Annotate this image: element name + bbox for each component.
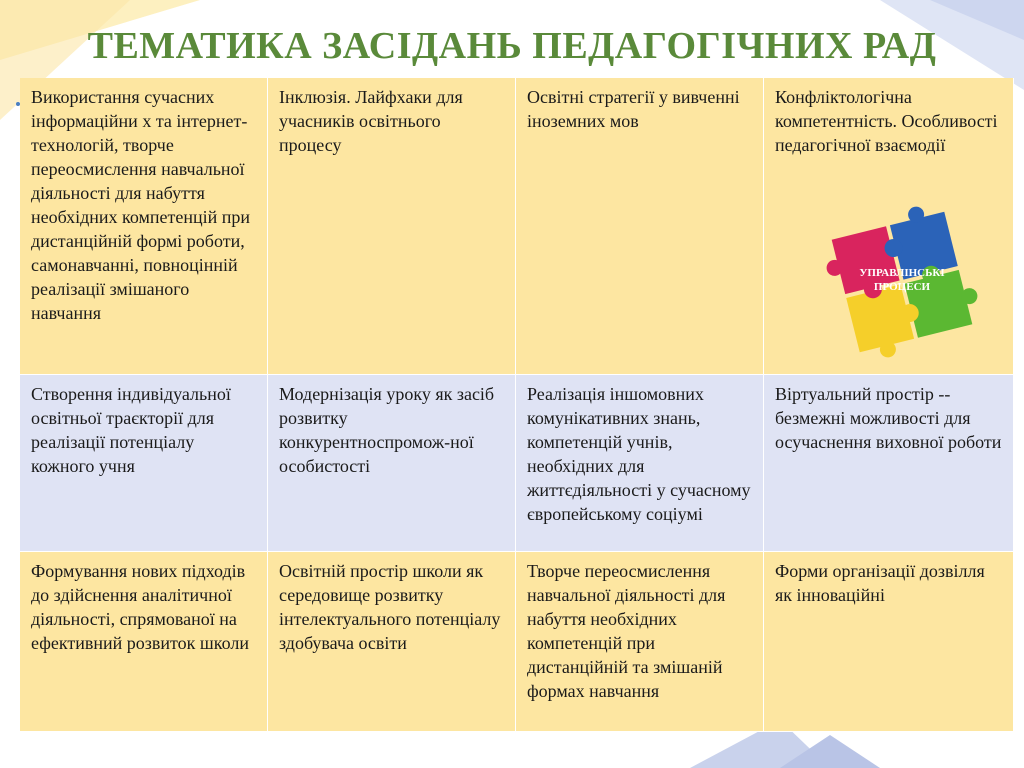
puzzle-label-line2: ПРОЦЕСИ	[873, 281, 931, 293]
puzzle-label-line1: УПРАВЛІНСЬКІ	[859, 267, 945, 279]
page-title: ТЕМАТИКА ЗАСІДАНЬ ПЕДАГОГІЧНИХ РАД	[87, 25, 937, 67]
cell-text: Форми організації дозвілля як інноваційні	[775, 561, 985, 605]
table-cell	[268, 375, 516, 552]
table-cell	[20, 375, 268, 552]
table-cell	[764, 78, 1014, 375]
table-cell	[268, 78, 516, 375]
cell-text: Використання сучасних інформаційни х та інтернет-технологій, творче переосмислення навчальної діяльності для набуття необхідних компетенцій при дистанційній формі роботи, самонавчанні, повноцінній реалізації змішаного навчання	[31, 87, 251, 323]
puzzle-image	[822, 202, 982, 362]
cell-text: Освітні стратегії у вивченні іноземних мов	[527, 87, 740, 131]
table-cell	[268, 552, 516, 732]
table-cell	[516, 552, 764, 732]
cell-text: Формування нових підходів до здійснення аналітичної діяльності, спрямованої на ефективний розвиток школи	[31, 561, 249, 653]
cell-text: Віртуальний простір -- безмежні можливості для осучаснення виховної роботи	[775, 384, 1002, 452]
table-cell	[516, 375, 764, 552]
cell-text: Освітній простір школи як середовище розвитку інтелектуального потенціалу здобувача освіти	[279, 561, 501, 653]
table-cell	[20, 552, 268, 732]
cell-text: Створення індивідуальної освітньої траєкторії для реалізації потенціалу кожного учня	[31, 384, 231, 476]
cell-text: Творче переосмислення навчальної діяльності для набуття необхідних компетенцій при дистанційній та змішаній формах навчання	[527, 561, 726, 701]
topics-table	[20, 78, 1014, 732]
cell-text: Реалізація іншомовних комунікативних знань, компетенцій учнів, необхідних для життєдіяльності у сучасному європейському соціумі	[527, 384, 751, 524]
table-cell	[764, 552, 1014, 732]
table-cell	[516, 78, 764, 375]
table-cell	[764, 375, 1014, 552]
table-cell	[20, 78, 268, 375]
cell-text: Інклюзія. Лайфхаки для учасників освітнього процесу	[279, 87, 463, 155]
cell-text: Конфліктологічна компетентність. Особливості педагогічної взаємодії	[775, 87, 998, 155]
cell-text: Модернізація уроку як засіб розвитку конкурентноспромож-ної особистості	[279, 384, 495, 476]
